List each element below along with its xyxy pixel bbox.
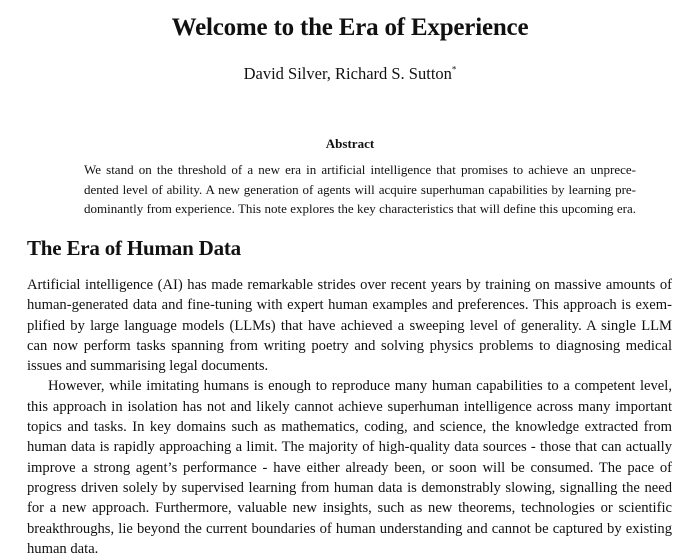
paragraph-2-line: human data. <box>27 540 99 557</box>
abstract-text <box>84 160 636 219</box>
paper-authors <box>0 63 700 85</box>
paragraph-1-line: can now perform tasks spanning from writing poetry and solving physics problems to diagnosing medical <box>27 337 672 354</box>
section-heading: The Era of Human Data <box>27 236 241 260</box>
abstract-line: We stand on the threshold of a new era in artificial intelligence that promises to achieve an unprece- <box>84 162 636 177</box>
paper-title: Welcome to the Era of Experience <box>171 14 529 41</box>
paragraph-2-line: topics and tasks. In key domains such as mathematics, coding, and science, the knowledge extracted from <box>27 419 672 436</box>
paragraph-2-line: progress driven solely by supervised learning from human data is demonstrably slowing, signalling the need <box>27 479 672 496</box>
paragraph-1-line: plified by large language models (LLMs) that have achieved a sweeping level of generality. A single LLM <box>27 317 672 334</box>
paragraph-1-line: human-generated data and fine-tuning with expert human examples and preferences. This approach is exem- <box>27 297 672 314</box>
paragraph-2-line: this approach in isolation has not and likely cannot achieve superhuman intelligence across many important <box>27 398 672 415</box>
paragraph-2-line: for a new approach. Furthermore, valuable new insights, such as new theorems, technologies or scientific <box>27 500 672 517</box>
author-names: David Silver, Richard S. Sutton <box>243 64 452 83</box>
paragraph-1-line: issues and summarising legal documents. <box>27 358 269 375</box>
section-body <box>27 275 672 559</box>
abstract-heading: Abstract <box>325 136 375 151</box>
author-footnote-mark: * <box>451 64 457 75</box>
abstract-line: dominantly from experience. This note explores the key characteristics that will define this upcoming era. <box>84 201 636 216</box>
abstract-line: dented level of ability. A new generation of agents will acquire superhuman capabilities by learning pre- <box>84 181 636 197</box>
paragraph-2-line: breakthroughs, lie beyond the current boundaries of human understanding and cannot be captured by existing <box>27 520 672 537</box>
paragraph-2-line: human data is rapidly approaching a limit. The majority of high-quality data sources - those that can actually <box>27 439 672 456</box>
paragraph-1-line: Artificial intelligence (AI) has made remarkable strides over recent years by training on massive amounts of <box>27 277 672 293</box>
paragraph-2-line: improve a strong agent’s performance - have either already been, or soon will be consumed. The pace of <box>27 459 672 476</box>
paragraph-2-line: However, while imitating humans is enough to reproduce many human capabilities to a competent level, <box>48 378 672 395</box>
